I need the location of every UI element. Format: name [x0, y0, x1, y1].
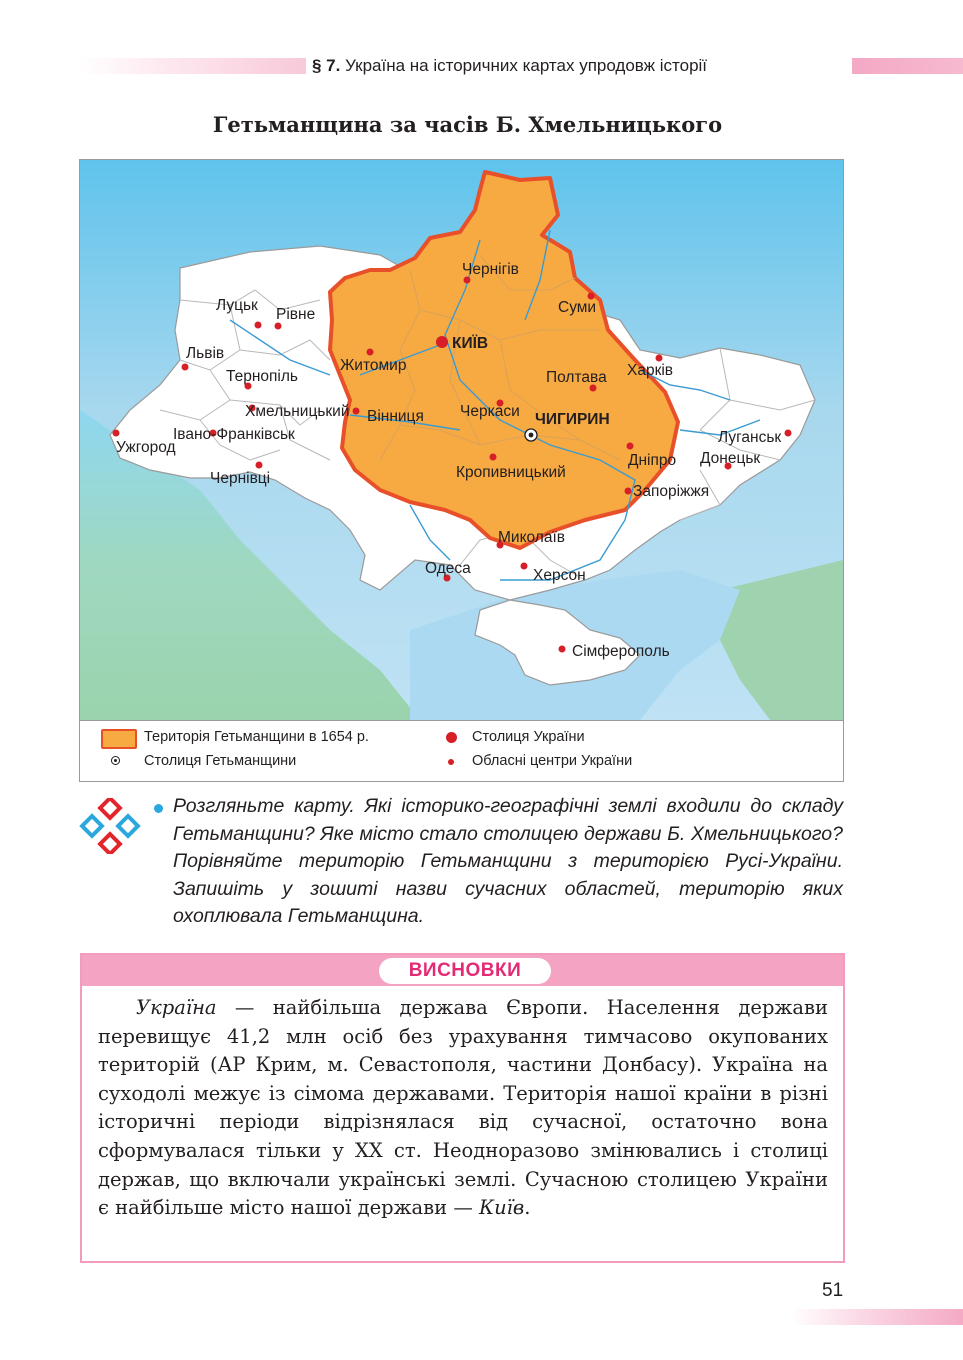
section-title: Україна на історичних картах упродовж історії [345, 56, 708, 75]
task-icon [78, 798, 142, 854]
conclusions-term: Україна [136, 996, 217, 1019]
city-dot-zhytomyr [367, 349, 374, 356]
label-vinnytsia: Вінниця [367, 408, 424, 425]
conclusions-body: — найбільша держава Європи. Населення держави перевищує 41,2 млн осіб без урахування тимчасово окупованих територій (АР Крим, м. Севастополя, частини Донбасу). Україна на суходолі межує із сімома державами. Територія нашої країни в різні історичні періоди відрізнялася від сучасної, остаточно вона сформувалася тільки у ХХ ст. Неодноразово змінювались і столиці держав, що включали українські землі. Сучасною столицею України є найбільше місто нашої держави — [98, 996, 828, 1220]
legend-ukraine-capital-symbol [446, 732, 457, 743]
label-cherkasy: Черкаси [460, 403, 520, 420]
header-decor-band [80, 58, 306, 74]
city-dot-rivne [275, 323, 282, 330]
label-ternopil: Тернопіль [226, 368, 298, 385]
city-dot-zaporizhzhia [625, 488, 632, 495]
label-sumy: Суми [558, 299, 597, 316]
conclusions-box [80, 953, 845, 1263]
label-rivne: Рівне [276, 306, 316, 323]
label-uzhhorod: Ужгород [116, 439, 176, 456]
capital-dot-kyiv [436, 336, 448, 348]
map-image [80, 160, 843, 720]
city-dot-simferopol [559, 646, 566, 653]
legend-ukraine-capital-label: Столиця України [472, 729, 585, 745]
legend-territory-label: Територія Гетьманщини в 1654 р. [144, 729, 369, 745]
label-ivano-frankivsk: Івано-Франківськ [173, 426, 295, 443]
city-dot-vinnytsia [353, 408, 360, 415]
map-figure [79, 159, 844, 782]
label-chernihiv: Чернігів [462, 261, 519, 278]
city-dot-chernivtsi [256, 462, 263, 469]
label-simferopol: Сімферополь [572, 643, 670, 660]
city-dot-kropyvnytskyi [490, 454, 497, 461]
label-kharkiv: Харків [627, 362, 674, 379]
label-mykolaiv: Миколаїв [498, 529, 566, 546]
section-number: § 7. [312, 56, 341, 75]
task-block [78, 793, 848, 933]
page-number: 51 [822, 1280, 844, 1301]
legend-regional-center-symbol [448, 759, 454, 765]
map-legend [80, 720, 843, 782]
label-lutsk: Луцьк [216, 297, 258, 314]
conclusions-heading: ВИСНОВКИ [379, 958, 551, 984]
hetmanate-capital-marker [525, 429, 537, 441]
footer-decor-band [790, 1309, 963, 1325]
label-chernivtsi: Чернівці [210, 470, 271, 487]
header-decor-band-right [852, 58, 963, 74]
label-kherson: Херсон [533, 567, 586, 584]
city-dot-lviv [182, 364, 189, 371]
legend-territory-swatch [101, 729, 137, 749]
label-luhansk: Луганськ [718, 429, 782, 446]
label-lviv: Львів [186, 345, 225, 362]
label-dnipro: Дніпро [628, 452, 677, 469]
label-donetsk: Донецьк [700, 450, 761, 467]
city-dot-uzhhorod [113, 430, 120, 437]
task-text: Розгляньте карту. Які історико-географічні землі входили до складу Гетьманщини? Яке місто стало столицею держави Б. Хмельницького? Порівняйте територію Гетьманщини з територією Русі-України. Запишіть у зошиті назви сучасних областей, територію яких охоплювала Гетьманщина. [173, 795, 843, 928]
label-odesa: Одеса [425, 560, 471, 577]
label-khmelnytskyi: Хмельницький [245, 403, 350, 420]
city-dot-luhansk [785, 430, 792, 437]
city-dot-dnipro [627, 443, 634, 450]
city-dot-lutsk [255, 322, 262, 329]
task-bullet [154, 804, 163, 813]
legend-regional-center-label: Обласні центри України [472, 753, 633, 769]
city-dot-kharkiv [656, 355, 663, 362]
label-poltava: Полтава [546, 369, 607, 386]
conclusions-capital: Київ [479, 1196, 525, 1220]
map-title: Гетьманщина за часів Б. Хмельницького [212, 112, 723, 137]
label-kyiv: КИЇВ [452, 335, 489, 352]
running-header [312, 55, 707, 77]
label-zaporizhzhia: Запоріжжя [633, 483, 710, 500]
legend-hetman-capital-label: Столиця Гетьманщини [144, 753, 297, 769]
label-chyhyryn: ЧИГИРИН [535, 411, 610, 428]
conclusions-end: . [524, 1196, 531, 1220]
conclusions-text [98, 994, 828, 1223]
label-zhytomyr: Житомир [340, 357, 407, 374]
legend-hetman-capital-symbol [111, 756, 120, 765]
city-dot-kherson [521, 563, 528, 570]
label-kropyvnytskyi: Кропивницький [456, 464, 566, 481]
